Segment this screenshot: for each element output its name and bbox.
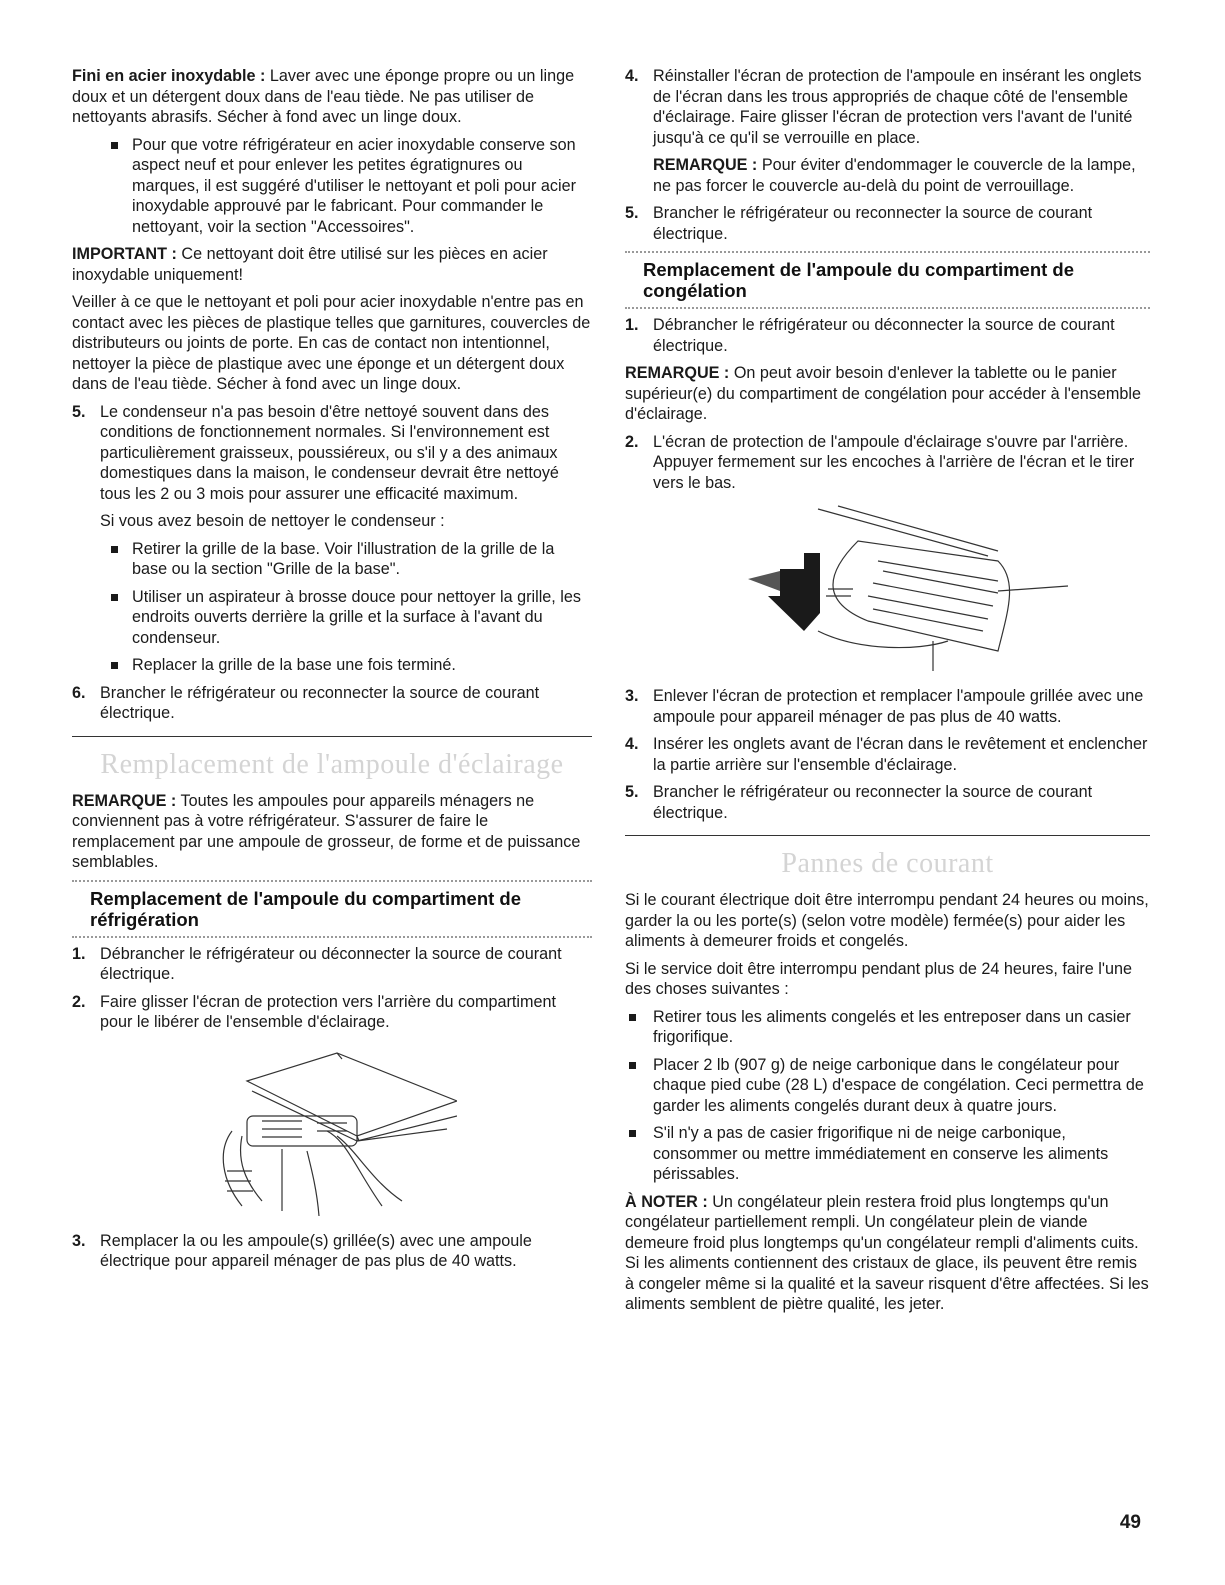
step-item: 2. L'écran de protection de l'ampoule d'éclairage s'ouvre par l'arrière. Appuyer fermement sur les encoches à l'arrière de l'écran et le tirer vers le bas. (625, 432, 1135, 492)
freezer-light-illustration (708, 501, 1068, 676)
section-divider (72, 736, 592, 737)
bulb-remarque: REMARQUE : Toutes les ampoules pour appareils ménagers ne conviennent pas à votre réfrigérateur. S'assurer de faire le remplacement par une ampoule de grosseur, de forme et de puissance semblables. (72, 791, 581, 871)
dotted-divider (625, 251, 1150, 253)
item4-remarque: REMARQUE : Pour éviter d'endommager le couvercle de la lampe, ne pas forcer le couvercle au-delà du point de verrouillage. (653, 156, 1136, 195)
step-item: 2. Faire glisser l'écran de protection vers l'arrière du compartiment pour le libérer de l'ensemble d'éclairage. (72, 992, 557, 1031)
list-item-5: 5. Le condenseur n'a pas besoin d'être nettoyé souvent dans des conditions de fonctionnement normales. Si l'environnement est particulièrement graisseux, poussiéreux, ou s'il y a des animaux domestiques dans la maison, le condenseur devrait être nettoyé tous les 2 ou 3 mois pour assurer une efficacité maximum. (72, 402, 559, 503)
right-column (625, 66, 1150, 1322)
condenser-bullet: Replacer la grille de la base une fois terminé. (100, 655, 592, 676)
stainless-paragraph: Fini en acier inoxydable : Laver avec une éponge propre ou un linge doux et un détergent doux dans de l'eau tiède. Ne pas utiliser de nettoyants abrasifs. Sécher à fond avec un linge doux. (72, 67, 575, 126)
power-bullet: S'il n'y a pas de casier frigorifique ni de neige carbonique, consommer ou mettre immédiatement en conserve les aliments périssables. (625, 1123, 1150, 1185)
condenser-bullet: Utiliser un aspirateur à brosse douce pour nettoyer la grille, les endroits ouverts derrière la grille et la surface à l'avant du condenseur. (100, 587, 592, 649)
step-item: 4. Insérer les onglets avant de l'écran dans le revêtement et enclencher la partie arrière sur l'ensemble d'éclairage. (625, 735, 1148, 774)
condenser-bullet: Retirer la grille de la base. Voir l'illustration de la grille de la base ou la section "Grille de la base". (100, 539, 592, 580)
section-divider (625, 835, 1150, 836)
dotted-divider (72, 936, 592, 938)
step-item: 5. Brancher le réfrigérateur ou reconnecter la source de courant électrique. (625, 783, 1093, 822)
step-item: 3. Remplacer la ou les ampoule(s) grillée(s) avec une ampoule électrique pour appareil ménager de pas plus de 40 watts. (72, 1231, 532, 1270)
refrigerator-light-illustration (207, 1041, 457, 1221)
condenser-intro: Si vous avez besoin de nettoyer le condenseur : (100, 512, 445, 530)
power-paragraph-1: Si le courant électrique doit être interrompu pendant 24 heures ou moins, garder la ou les porte(s) (selon votre modèle) fermée(s) pour aider les aliments à demeurer froids et congelés. (625, 891, 1149, 950)
page-number: 49 (1119, 1512, 1141, 1533)
freezer-remarque: REMARQUE : On peut avoir besoin d'enlever la tablette ou le panier supérieur(e) du compartiment de congélation pour accéder à l'ensemble d'éclairage. (625, 364, 1141, 423)
veiller-paragraph: Veiller à ce que le nettoyant et poli pour acier inoxydable n'entre pas en contact avec les pièces de plastique telles que garnitures, couvercles de distributeurs ou joints de porte. En cas de contact non intentionnel, nettoyer la pièce de plastique avec une éponge et un détergent doux dans de l'eau tiède. Sécher à fond avec un linge doux. (72, 293, 591, 393)
section-title-bulb: Remplacement de l'ampoule d'éclairage (100, 748, 564, 780)
step-item: 1. Débrancher le réfrigérateur ou déconnecter la source de courant électrique. (625, 316, 1115, 355)
list-item-5: 5. Brancher le réfrigérateur ou reconnecter la source de courant électrique. (625, 204, 1093, 243)
important-note: IMPORTANT : Ce nettoyant doit être utilisé sur les pièces en acier inoxydable uniquement! (72, 245, 548, 284)
dotted-divider (72, 880, 592, 882)
power-paragraph-2: Si le service doit être interrompu pendant plus de 24 heures, faire l'une des choses suivantes : (625, 959, 1132, 998)
step-item: 3. Enlever l'écran de protection et remplacer l'ampoule grillée avec une ampoule pour appareil ménager de pas plus de 40 watts. (625, 687, 1144, 726)
subhead-refrigeration: Remplacement de l'ampoule du compartiment de réfrigération (90, 887, 522, 930)
section-title-power: Pannes de courant (781, 848, 994, 879)
noter-paragraph: À NOTER : Un congélateur plein restera froid plus longtemps qu'un congélateur partiellement rempli. Un congélateur plein de viande demeure froid plus longtemps qu'un congélateur rempli d'aliments cuits. Si les aliments contiennent des cristaux de glace, ils peuvent être remis à congeler même si la qualité et la saveur risquent d'être affectées. Si les aliments semblent de piètre qualité, les jeter. (625, 1192, 1149, 1313)
dotted-divider (625, 307, 1150, 309)
step-item: 1. Débrancher le réfrigérateur ou déconnecter la source de courant électrique. (72, 944, 562, 983)
left-column (72, 66, 592, 1279)
list-item-4: 4. Réinstaller l'écran de protection de l'ampoule en insérant les onglets de l'écran dans les trous appropriés de chaque côté de l'ensemble d'éclairage. Faire glisser l'écran de protection vers l'avant de l'unité jusqu'à ce qu'il se verrouille en place. (625, 67, 1142, 147)
power-bullet: Retirer tous les aliments congelés et les entreposer dans un casier frigorifique. (625, 1007, 1150, 1048)
list-item-6: 6. Brancher le réfrigérateur ou reconnecter la source de courant électrique. (72, 683, 540, 722)
condenser-block (72, 511, 592, 676)
power-bullet: Placer 2 lb (907 g) de neige carbonique dans le congélateur pour chaque pied cube (28 L) d'espace de congélation. Ceci permettra de garder les aliments congelés durant deux à quatre jours. (625, 1055, 1150, 1117)
subhead-freezer: Remplacement de l'ampoule du compartiment de congélation (643, 259, 1075, 301)
stainless-bullet: Pour que votre réfrigérateur en acier inoxydable conserve son aspect neuf et pour enlever les petites égratignures ou marques, il est suggéré d'utiliser le nettoyant et poli pour acier inoxydable approuvé par le fabricant. Pour commander le nettoyant, voir la section "Accessoires". (72, 135, 592, 238)
